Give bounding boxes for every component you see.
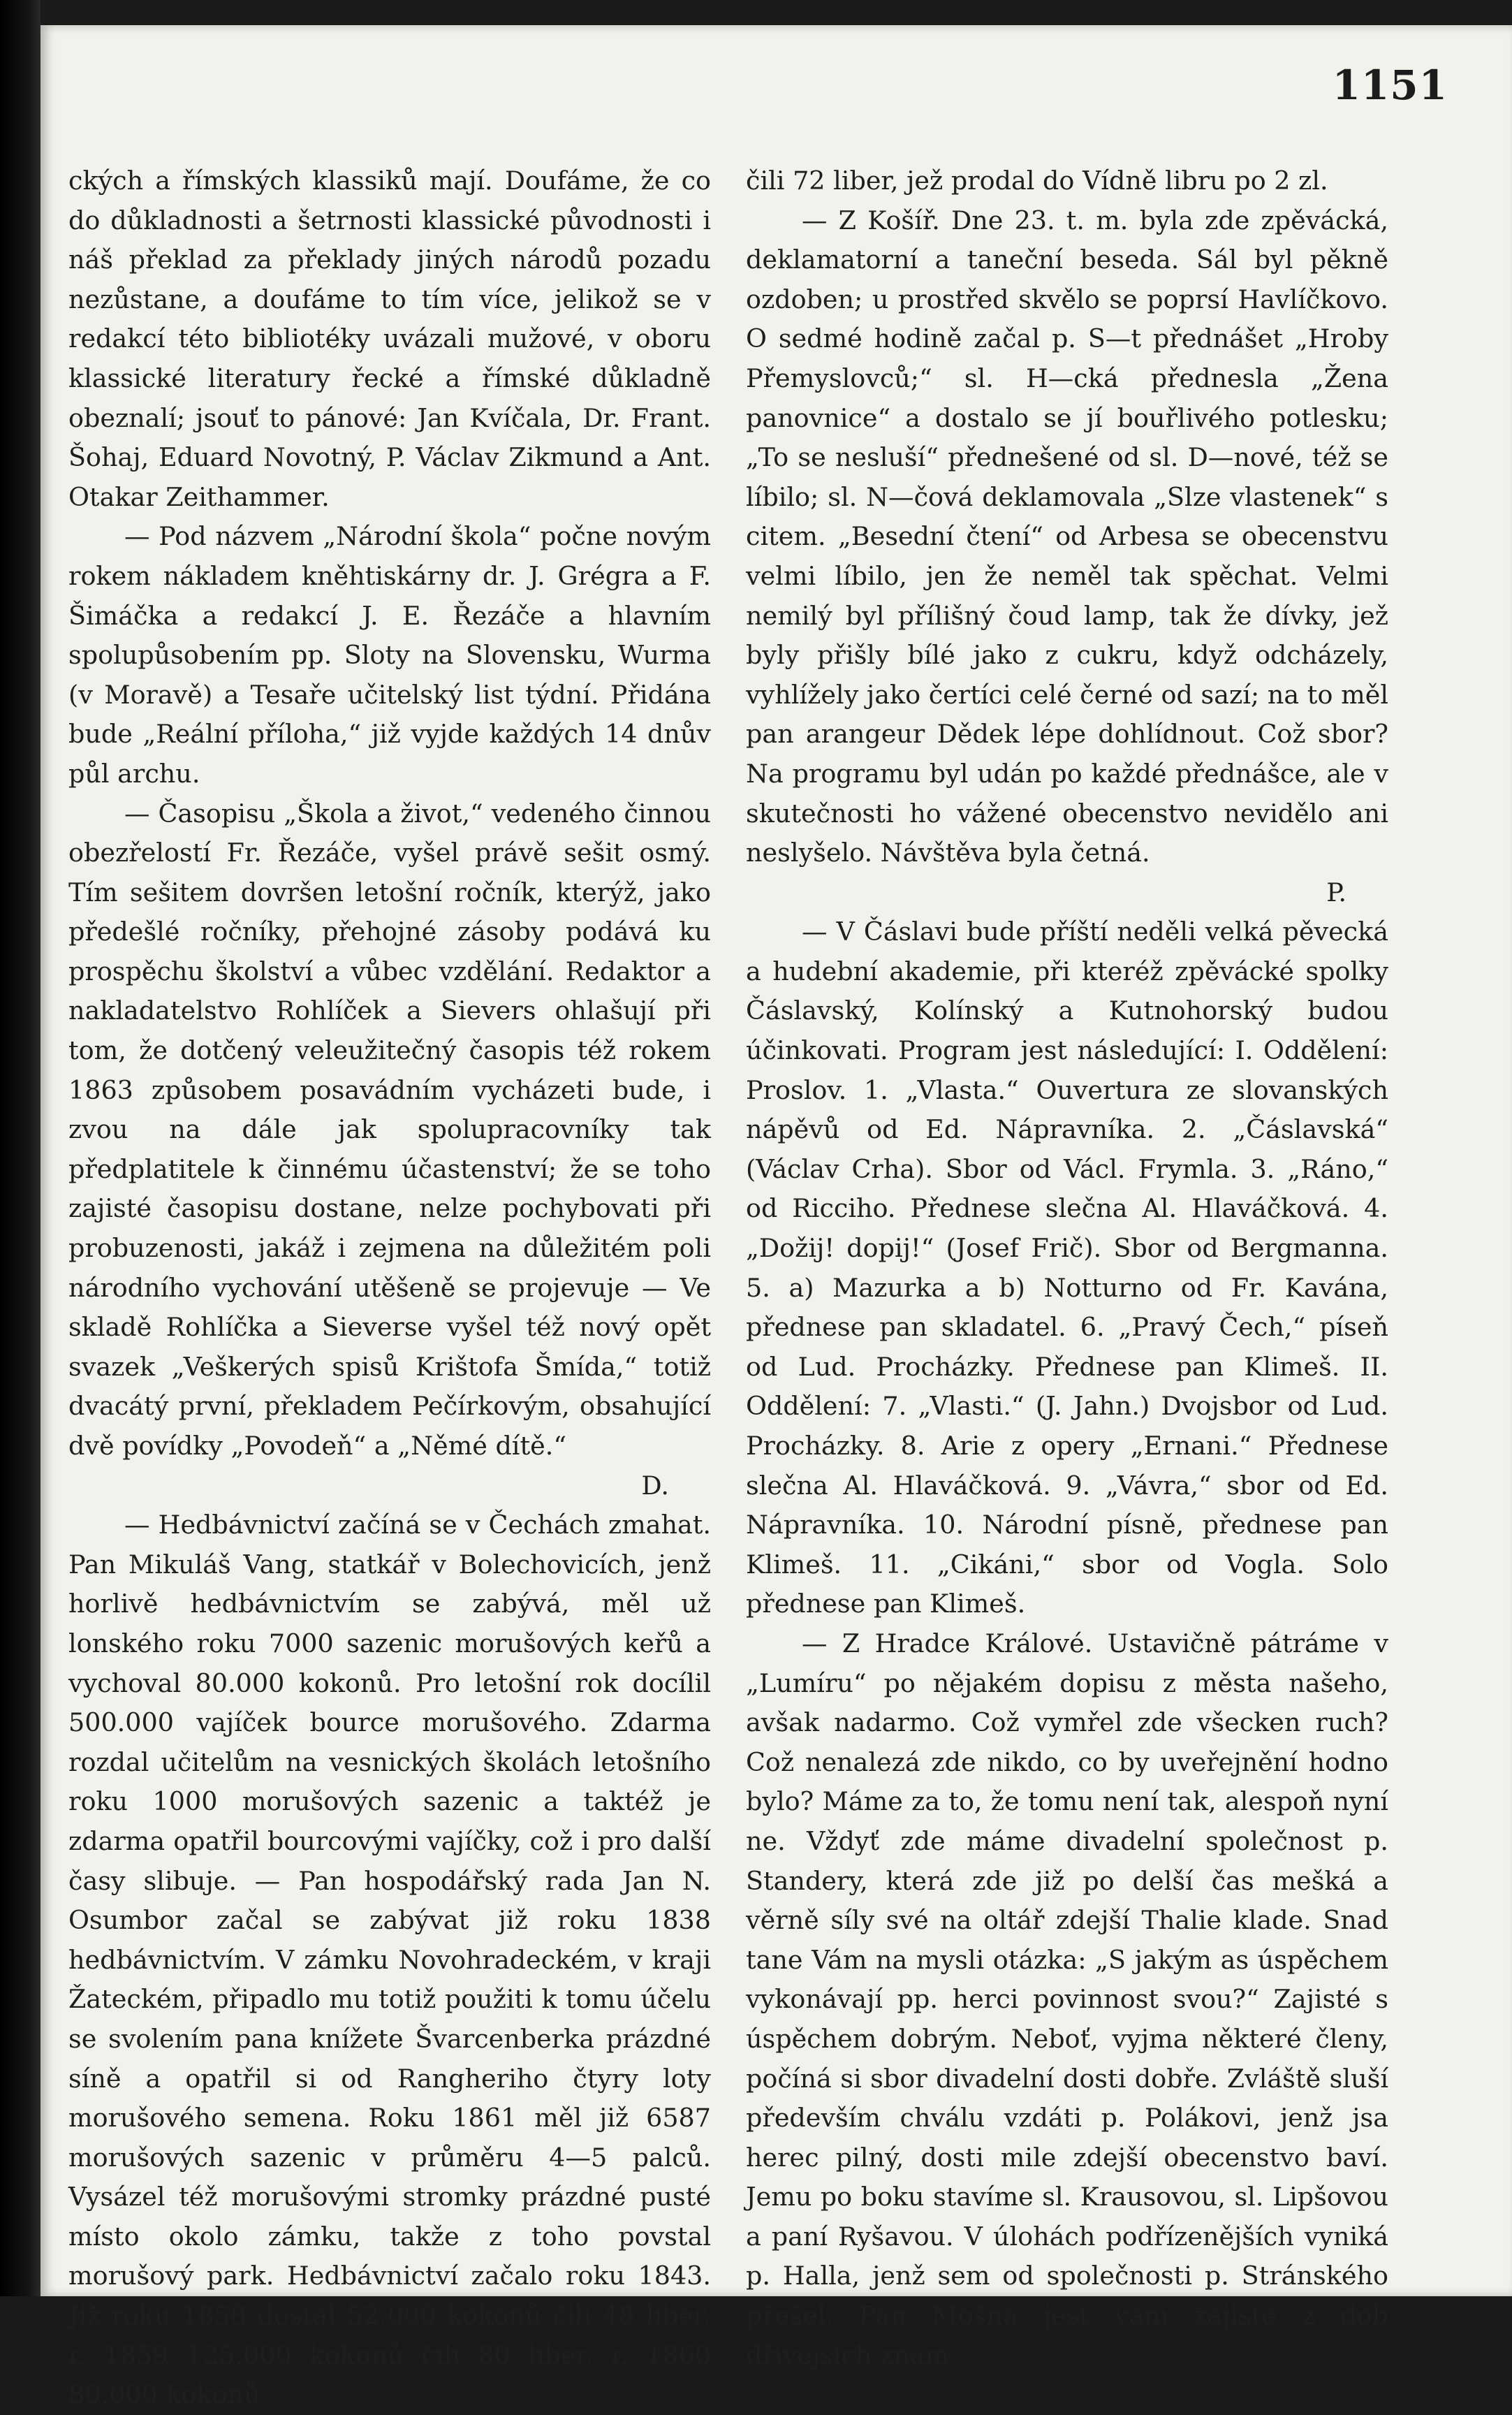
page <box>41 25 1512 2410</box>
paragraph-classics: ckých a římských klassiků mají. Doufáme, že co do důkladnosti a šetrnosti klassické původnosti i náš překlad za překlady jiných národů pozadu nezůstane, a doufáme to tím více, jelikož se v redakcí této bibliotéky uvázali mužové, v oboru klassické literatury řecké a římské důkladně obeznalí; jsouť to pánové: Jan Kvíčala, Dr. Frant. Šohaj, Eduard Novotný, P. Václav Zikmund a Ant. Otakar Zeithammer. <box>68 166 711 512</box>
left-column <box>68 161 711 2415</box>
signature-d: D. <box>641 1470 669 1501</box>
paragraph-skola-a-zivot: — Časopisu „Škola a život,“ vedeného činnou obezřelostí Fr. Řezáče, vyšel právě sešit osmý. Tím sešitem dovršen letošní ročník, kterýž, jako předešlé ročníky, přehojné zásoby podává ku prospěchu školství a vůbec vzdělání. Redaktor a nakladatelstvo Rohlíček a Sievers ohlašují při tom, že dotčený veleužitečný časopis též rokem 1863 způsobem posavádním vycházeti bude, i zvou na dále jak spolupracovníky tak předplatitele k činnému účastenství; že se toho zajisté časopisu dostane, nelze pochybovati při probuzenosti, jakáž i zejmena na důležitém poli národního vychování utěšeně se projevuje — Ve skladě Rohlíčka a Sieverse vyšel též nový opět svazek „Veškerých spisů Krištofa Šmída,“ totiž dvacátý první, překladem Pečírkovým, obsahující dvě povídky „Povodeň“ a „Němé dítě.“ <box>68 798 711 1461</box>
right-column <box>746 161 1388 2375</box>
book-binding <box>0 0 41 2296</box>
page-number: 1151 <box>1332 61 1448 109</box>
paragraph-z-hradce-kralove: — Z Hradce Králové. Ustavičně pátráme v „Lumíru“ po nějakém dopisu z města našeho, avšak nadarmo. Což vymřel zde všecken ruch? Což nenalezá zde nikdo, co by uveřejnění hodno bylo? Máme za to, že tomu není tak, alespoň nyní ne. Vždyť zde máme divadelní společnost p. Standery, která zde již po delší čas mešká a věrně síly své na oltář zdejší Thalie klade. Snad tane Vám na mysli otázka: „S jakým as úspěchem vykonávají pp. herci povinnost svou?“ Zajisté s úspěchem dobrým. Neboť, vyjma některé členy, počíná si sbor divadelní dosti dobře. Zvláště sluší především chválu vzdáti p. Polákovi, jenž jsa herec pilný, dosti mile zdejší obecenstvo baví. Jemu po boku stavíme sl. Krausovou, sl. Lipšovou a paní Ryšavou. V úlohách podřízenějších vyniká p. Halla, jenž sem od společnosti p. Stránského přešel. Pan Mošna jest vám zajisté z dob dřívějších znám, <box>746 1628 1388 2370</box>
paragraph-z-kosir: — Z Košíř. Dne 23. t. m. byla zde zpěvácká, deklamatorní a taneční beseda. Sál byl pěkně ozdoben; u prostřed skvělo se poprsí Havlíčkovo. O sedmé hodině začal p. S—t přednášet „Hroby Přemyslovců;“ sl. H—cká přednesla „Žena panovnice“ a dostalo se jí bouřlivého potlesku; „To se nesluší“ přednešené od sl. D—nové, též se líbilo; sl. N—čová deklamovala „Slze vlastenek“ s citem. „Besední čtení“ od Arbesa se obecenstvu velmi líbilo, jen že neměl tak spěchat. Velmi nemilý byl přílišný čoud lamp, tak že dívky, jež byly přišly bílé jako z cukru, když odcházely, vyhlížely jako čertíci celé černé od sazí; na to měl pan arangeur Dědek lépe dohlídnout. Což sbor? Na programu byl udán po každé přednášce, ale v skutečnosti ho vážené obecenstvo nevidělo ani neslyšelo. Návštěva byla četná. <box>746 205 1388 868</box>
paragraph-v-caslavi: — V Čáslavi bude příští neděli velká pěvecká a hudební akademie, při kteréž zpěvácké spolky Čáslavský, Kolínský a Kutnohorský budou účinkovati. Program jest následující: I. Oddělení: Proslov. 1. „Vlasta.“ Ouvertura ze slovanských nápěvů od Ed. Nápravníka. 2. „Čáslavská“ (Václav Crha). Sbor od Václ. Frymla. 3. „Ráno,“ od Ricciho. Přednese slečna Al. Hlaváčková. 4. „Dožij! dopij!“ (Josef Frič). Sbor od Bergmanna. 5. a) Mazurka a b) Notturno od Fr. Kavána, přednese pan skladatel. 6. „Pravý Čech,“ píseň od Lud. Procházky. Přednese pan Klimeš. II. Oddělení: 7. „Vlasti.“ (J. Jahn.) Dvojsbor od Lud. Procházky. 8. Arie z opery „Ernani.“ Přednese slečna Al. Hlaváčková. 9. „Vávra,“ sbor od Ed. Nápravníka. 10. Národní písně, přednese pan Klimeš. 11. „Cikáni,“ sbor od Vogla. Solo přednese pan Klimeš. <box>746 917 1388 1619</box>
signature-p: P. <box>1326 877 1346 907</box>
paragraph-narodni-skola: — Pod názvem „Národní škola“ počne novým rokem nákladem kněhtiskárny dr. J. Grégra a F. Šimáčka a redakcí J. E. Řezáče a hlavním spolupůsobením pp. Sloty na Slovensku, Wurma (v Moravě) a Tesaře učitelský list týdní. Přidána bude „Reální příloha,“ již vyjde každých 14 dnův půl archu. <box>68 521 711 789</box>
paragraph-hedbavnictvi: — Hedbávnictví začíná se v Čechách zmahat. Pan Mikuláš Vang, statkář v Bolechovicích, jenž horlivě hedbávnictvím se zabývá, měl už lonského roku 7000 sazenic morušových keřů a vychoval 80.000 kokonů. Pro letošní rok docílil 500.000 vajíček bource morušového. Zdarma rozdal učitelům na vesnických školách letošního roku 1000 morušových sazenic a taktéž je zdarma opatřil bourcovými vajíčky, což i pro další časy slibuje. — Pan hospodářský rada Jan N. Osumbor začal se zabývat již roku 1838 hedbávnictvím. V zámku Novohradeckém, v kraji Žateckém, připadlo mu totiž použiti k tomu účelu se svolením pana knížete Švarcenberka prázdné síně a opatřil si od Rangheriho čtyry loty morušového semena. Roku 1861 měl již 6587 morušových sazenic v průměru 4—5 palců. Vysázel též morušovými stromky prázdné pusté místo okolo zámku, takže z toho povstal morušový park. Hedbávnictví začalo roku 1843. Již roku 1858 dostal 52.000 kokonů čili 48 liber, r. 1859 125.000 kokonů čili 80 liber, r. 1860 80.000 kokonů <box>68 1510 711 2410</box>
paragraph-continuation: čili 72 liber, jež prodal do Vídně libru po 2 zl. <box>746 166 1328 196</box>
